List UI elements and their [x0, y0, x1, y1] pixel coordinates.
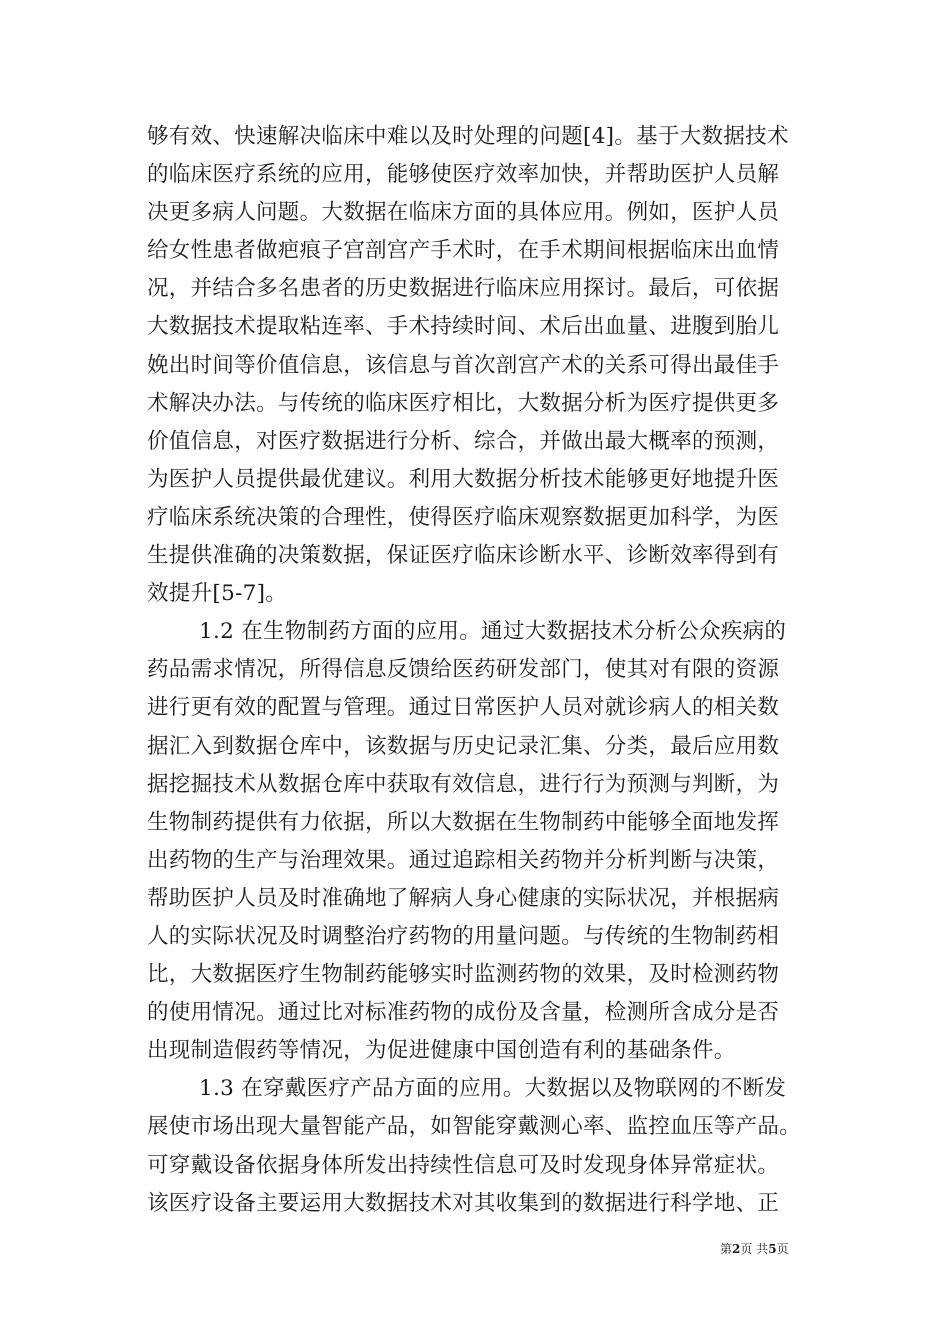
text-line: 效提升[5-7]。: [147, 581, 288, 607]
text-line: 可穿戴设备依据身体所发出持续性信息可及时发现身体异常症状。: [147, 1152, 780, 1178]
text-line: 1.3 在穿戴医疗产品方面的应用。大数据以及物联网的不断发: [199, 1076, 787, 1102]
text-line: 大数据技术提取粘连率、手术持续时间、术后出血量、进腹到胎儿: [147, 314, 780, 340]
text-line: 该医疗设备主要运用大数据技术对其收集到的数据进行科学地、正: [147, 1190, 780, 1216]
text-line: 出现制造假药等情况，为促进健康中国创造有利的基础条件。: [147, 1038, 736, 1064]
text-line: 术解决办法。与传统的临床医疗相比，大数据分析为医疗提供更多: [147, 390, 780, 416]
text-line: 出药物的生产与治理效果。通过追踪相关药物并分析判断与决策，: [147, 847, 780, 873]
text-line: 疗临床系统决策的合理性，使得医疗临床观察数据更加科学，为医: [147, 504, 780, 530]
text-line: 药品需求情况，所得信息反馈给医药研发部门，使其对有限的资源: [147, 657, 780, 683]
text-line: 为医护人员提供最优建议。利用大数据分析技术能够更好地提升医: [147, 466, 780, 492]
text-line: 价值信息，对医疗数据进行分析、综合，并做出最大概率的预测，: [147, 428, 780, 454]
text-line: 娩出时间等价值信息，该信息与首次剖宫产术的关系可得出最佳手: [147, 352, 780, 378]
footer-prefix: 第: [720, 1242, 733, 1256]
text-line: 展使市场出现大量智能产品，如智能穿戴测心率、监控血压等产品。: [147, 1114, 802, 1140]
text-line: 决更多病人问题。大数据在临床方面的具体应用。例如，医护人员: [147, 200, 780, 226]
text-line: 人的实际状况及时调整治疗药物的用量问题。与传统的生物制药相: [147, 923, 780, 949]
text-line: 够有效、快速解决临床中难以及时处理的问题[4]。基于大数据技术: [147, 124, 789, 149]
text-line: 生物制药提供有力依据，所以大数据在生物制药中能够全面地发挥: [147, 809, 780, 835]
text-line: 给女性患者做疤痕子宫剖宫产手术时，在手术期间根据临床出血情: [147, 238, 780, 264]
text-line: 的使用情况。通过比对标准药物的成份及含量，检测所含成分是否: [147, 1000, 780, 1026]
text-line: 帮助医护人员及时准确地了解病人身心健康的实际状况，并根据病: [147, 885, 780, 911]
total-pages-number: 5: [768, 1242, 777, 1256]
text-line: 据汇入到数据仓库中，该数据与历史记录汇集、分类，最后应用数: [147, 733, 780, 759]
body-text: [147, 118, 817, 1223]
text-line: 据挖掘技术从数据仓库中获取有效信息，进行行为预测与判断，为: [147, 771, 780, 797]
text-line: 1.2 在生物制药方面的应用。通过大数据技术分析公众疾病的: [199, 619, 787, 645]
text-line: 生提供准确的决策数据，保证医疗临床诊断水平、诊断效率得到有: [147, 543, 780, 569]
text-line: 的临床医疗系统的应用，能够使医疗效率加快，并帮助医护人员解: [147, 162, 780, 188]
text-line: 况，并结合多名患者的历史数据进行临床应用探讨。最后，可依据: [147, 276, 780, 302]
page-footer: [720, 1240, 789, 1257]
text-line: 进行更有效的配置与管理。通过日常医护人员对就诊病人的相关数: [147, 695, 780, 721]
footer-middle: 页 共: [740, 1242, 769, 1256]
current-page-number: 2: [732, 1242, 741, 1256]
footer-suffix: 页: [776, 1242, 789, 1256]
text-line: 比，大数据医疗生物制药能够实时监测药物的效果，及时检测药物: [147, 962, 780, 988]
